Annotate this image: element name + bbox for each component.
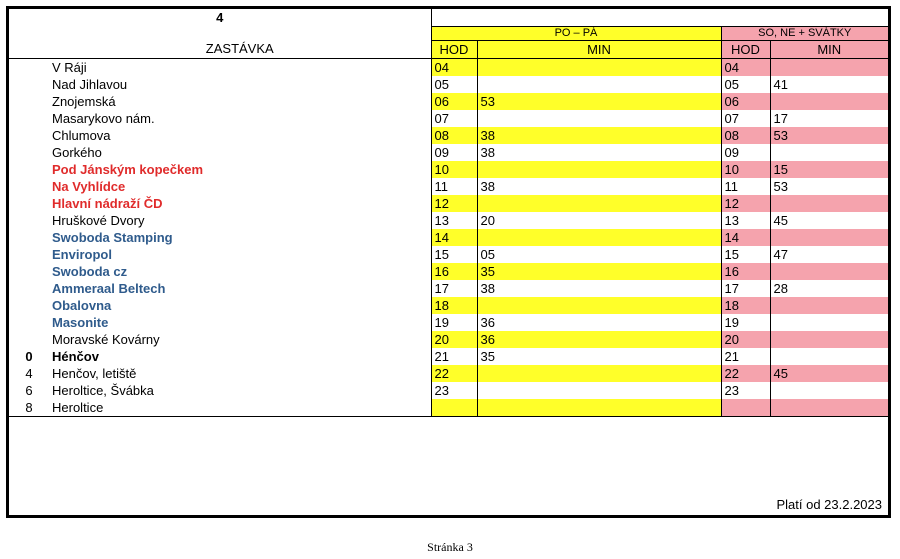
weekday-hour: 17 — [431, 280, 477, 297]
stop-km — [9, 76, 49, 93]
weekday-hour — [431, 399, 477, 417]
weekday-hour: 11 — [431, 178, 477, 195]
weekday-minute — [477, 229, 721, 246]
table-row — [9, 127, 888, 144]
weekday-hour: 09 — [431, 144, 477, 161]
weekend-minute — [770, 263, 888, 280]
km-header — [9, 40, 49, 58]
weekday-hour: 15 — [431, 246, 477, 263]
weekend-hour: 19 — [721, 314, 770, 331]
stop-km — [9, 314, 49, 331]
stop-km: 8 — [9, 399, 49, 417]
weekday-hour: 18 — [431, 297, 477, 314]
stop-km — [9, 195, 49, 212]
table-row — [9, 246, 888, 263]
table-row — [9, 93, 888, 110]
weekend-hour: 22 — [721, 365, 770, 382]
stop-name: Masonite — [49, 314, 431, 331]
stop-name: Znojemská — [49, 93, 431, 110]
weekday-minute: 38 — [477, 144, 721, 161]
weekend-hour — [721, 399, 770, 417]
route-number-spacer — [9, 26, 431, 40]
weekend-minute — [770, 382, 888, 399]
weekend-minute: 53 — [773, 178, 788, 194]
weekday-minute: 36 — [477, 314, 721, 331]
weekend-hour: 23 — [721, 382, 770, 399]
weekend-hour: 04 — [721, 58, 770, 76]
valid-from: Platí od 23.2.2023 — [776, 497, 882, 512]
weekend-minute — [770, 229, 888, 246]
weekend-hour: 18 — [721, 297, 770, 314]
weekend-header: SO, NE + SVÁTKY — [721, 26, 888, 40]
weekday-minute — [477, 382, 721, 399]
weekend-minute — [770, 348, 888, 365]
stop-km: 0 — [25, 348, 33, 364]
stop-name: Na Vyhlídce — [49, 178, 431, 195]
weekend-minute: 17 — [773, 110, 788, 126]
weekday-hour: 06 — [431, 93, 477, 110]
stop-km — [9, 110, 49, 127]
stop-name: Moravské Kovárny — [49, 331, 431, 348]
weekend-hour: 21 — [721, 348, 770, 365]
weekend-minute — [770, 297, 888, 314]
stop-km — [9, 144, 49, 161]
weekend-minute: 15 — [770, 161, 888, 178]
weekday-hour: 04 — [431, 58, 477, 76]
weekend-minute — [770, 195, 888, 212]
weekday-minute — [477, 161, 721, 178]
table-row — [9, 348, 888, 365]
weekend-minute: 41 — [773, 76, 788, 92]
stop-name: Nad Jihlavou — [49, 76, 431, 93]
weekday-minute: 36 — [477, 331, 721, 348]
table-row — [9, 399, 888, 417]
weekday-minute — [477, 365, 721, 382]
table-row — [9, 76, 888, 93]
stop-name: Swoboda Stamping — [49, 229, 431, 246]
stop-km — [9, 229, 49, 246]
weekday-hour: 05 — [431, 76, 477, 93]
weekend-hour-header: HOD — [721, 40, 770, 58]
weekday-minute: 20 — [477, 212, 721, 229]
stop-km — [9, 178, 49, 195]
table-row — [9, 297, 888, 314]
weekday-minute — [477, 195, 721, 212]
weekend-hour: 08 — [721, 127, 770, 144]
weekend-hour: 13 — [721, 212, 770, 229]
table-row — [9, 263, 888, 280]
timetable-frame — [6, 6, 891, 518]
weekend-hour: 20 — [721, 331, 770, 348]
table-row — [9, 178, 888, 195]
weekday-hour: 12 — [431, 195, 477, 212]
stop-km — [9, 161, 49, 178]
weekday-minute: 38 — [477, 280, 721, 297]
stop-name: Chlumova — [49, 127, 431, 144]
stop-name: Pod Jánským kopečkem — [49, 161, 431, 178]
stop-km — [9, 246, 49, 263]
weekend-min-header: MIN — [770, 40, 888, 58]
weekday-hour: 14 — [431, 229, 477, 246]
stop-name: Hruškové Dvory — [49, 212, 431, 229]
stop-km — [9, 263, 49, 280]
weekend-hour: 10 — [721, 161, 770, 178]
weekday-minute — [477, 297, 721, 314]
table-row — [9, 331, 888, 348]
weekday-minute — [477, 58, 721, 76]
weekday-hour: 08 — [431, 127, 477, 144]
page-number: Stránka 3 — [427, 540, 473, 554]
stop-name: Obalovna — [49, 297, 431, 314]
route-number: 4 — [9, 9, 431, 26]
weekday-minute: 38 — [477, 127, 721, 144]
weekday-minute — [477, 110, 721, 127]
stop-km: 6 — [25, 382, 33, 398]
weekday-minute: 35 — [477, 263, 721, 280]
table-row — [9, 161, 888, 178]
stop-km — [9, 280, 49, 297]
weekend-minute: 28 — [773, 280, 788, 296]
stop-name: Enviropol — [49, 246, 431, 263]
weekend-hour: 06 — [721, 93, 770, 110]
weekend-hour: 15 — [721, 246, 770, 263]
weekend-minute — [770, 314, 888, 331]
weekday-hour: 07 — [431, 110, 477, 127]
stop-name: Henčov, letiště — [49, 365, 431, 382]
weekday-hour-header: HOD — [431, 40, 477, 58]
stop-name: Swoboda cz — [49, 263, 431, 280]
weekday-hour: 21 — [431, 348, 477, 365]
weekday-minute: 38 — [477, 178, 721, 195]
weekday-minute: 53 — [477, 93, 721, 110]
weekend-minute: 45 — [770, 365, 888, 382]
weekend-hour: 07 — [721, 110, 770, 127]
table-row — [9, 229, 888, 246]
stop-column-header: ZASTÁVKA — [49, 40, 431, 58]
timetable — [9, 9, 888, 417]
table-row — [9, 110, 888, 127]
weekday-minute — [477, 399, 721, 417]
stop-name: Masarykovo nám. — [49, 110, 431, 127]
weekday-min-header: MIN — [477, 40, 721, 58]
weekday-minute — [477, 76, 721, 93]
weekend-hour: 16 — [721, 263, 770, 280]
weekend-minute — [770, 58, 888, 76]
weekend-minute — [770, 331, 888, 348]
weekend-hour: 14 — [721, 229, 770, 246]
table-row — [9, 365, 888, 382]
table-row — [9, 280, 888, 297]
weekend-hour: 09 — [721, 144, 770, 161]
weekday-minute: 05 — [477, 246, 721, 263]
table-row — [9, 382, 888, 399]
weekday-hour: 16 — [431, 263, 477, 280]
stop-name: V Ráji — [49, 58, 431, 76]
weekday-hour: 23 — [431, 382, 477, 399]
table-row — [9, 144, 888, 161]
weekday-hour: 20 — [431, 331, 477, 348]
stop-km — [9, 127, 49, 144]
stop-name: Ammeraal Beltech — [49, 280, 431, 297]
stop-km — [9, 212, 49, 229]
table-row — [9, 58, 888, 76]
stop-name: Heroltice — [49, 399, 431, 417]
weekend-minute: 47 — [773, 246, 788, 262]
stop-km — [9, 297, 49, 314]
weekday-minute: 35 — [477, 348, 721, 365]
weekday-hour: 19 — [431, 314, 477, 331]
table-row — [9, 314, 888, 331]
stop-km — [9, 58, 49, 76]
stop-km — [9, 331, 49, 348]
stop-km — [9, 93, 49, 110]
stop-name: Hénčov — [49, 348, 431, 365]
weekend-minute: 53 — [770, 127, 888, 144]
header-blank — [431, 9, 888, 26]
stop-name: Hlavní nádraží ČD — [49, 195, 431, 212]
weekend-hour: 17 — [721, 280, 770, 297]
table-row — [9, 195, 888, 212]
weekend-minute — [770, 144, 888, 161]
weekday-hour: 22 — [431, 365, 477, 382]
weekday-hour: 10 — [431, 161, 477, 178]
weekend-hour: 11 — [721, 178, 770, 195]
weekend-hour: 05 — [721, 76, 770, 93]
stop-km: 4 — [25, 365, 33, 381]
table-row — [9, 212, 888, 229]
weekend-minute — [770, 399, 888, 417]
weekend-minute: 45 — [773, 212, 788, 228]
weekend-hour: 12 — [721, 195, 770, 212]
weekend-minute — [770, 93, 888, 110]
stop-name: Heroltice, Švábka — [49, 382, 431, 399]
weekday-hour: 13 — [431, 212, 477, 229]
stop-name: Gorkého — [49, 144, 431, 161]
weekday-header: PO – PÁ — [431, 26, 721, 40]
